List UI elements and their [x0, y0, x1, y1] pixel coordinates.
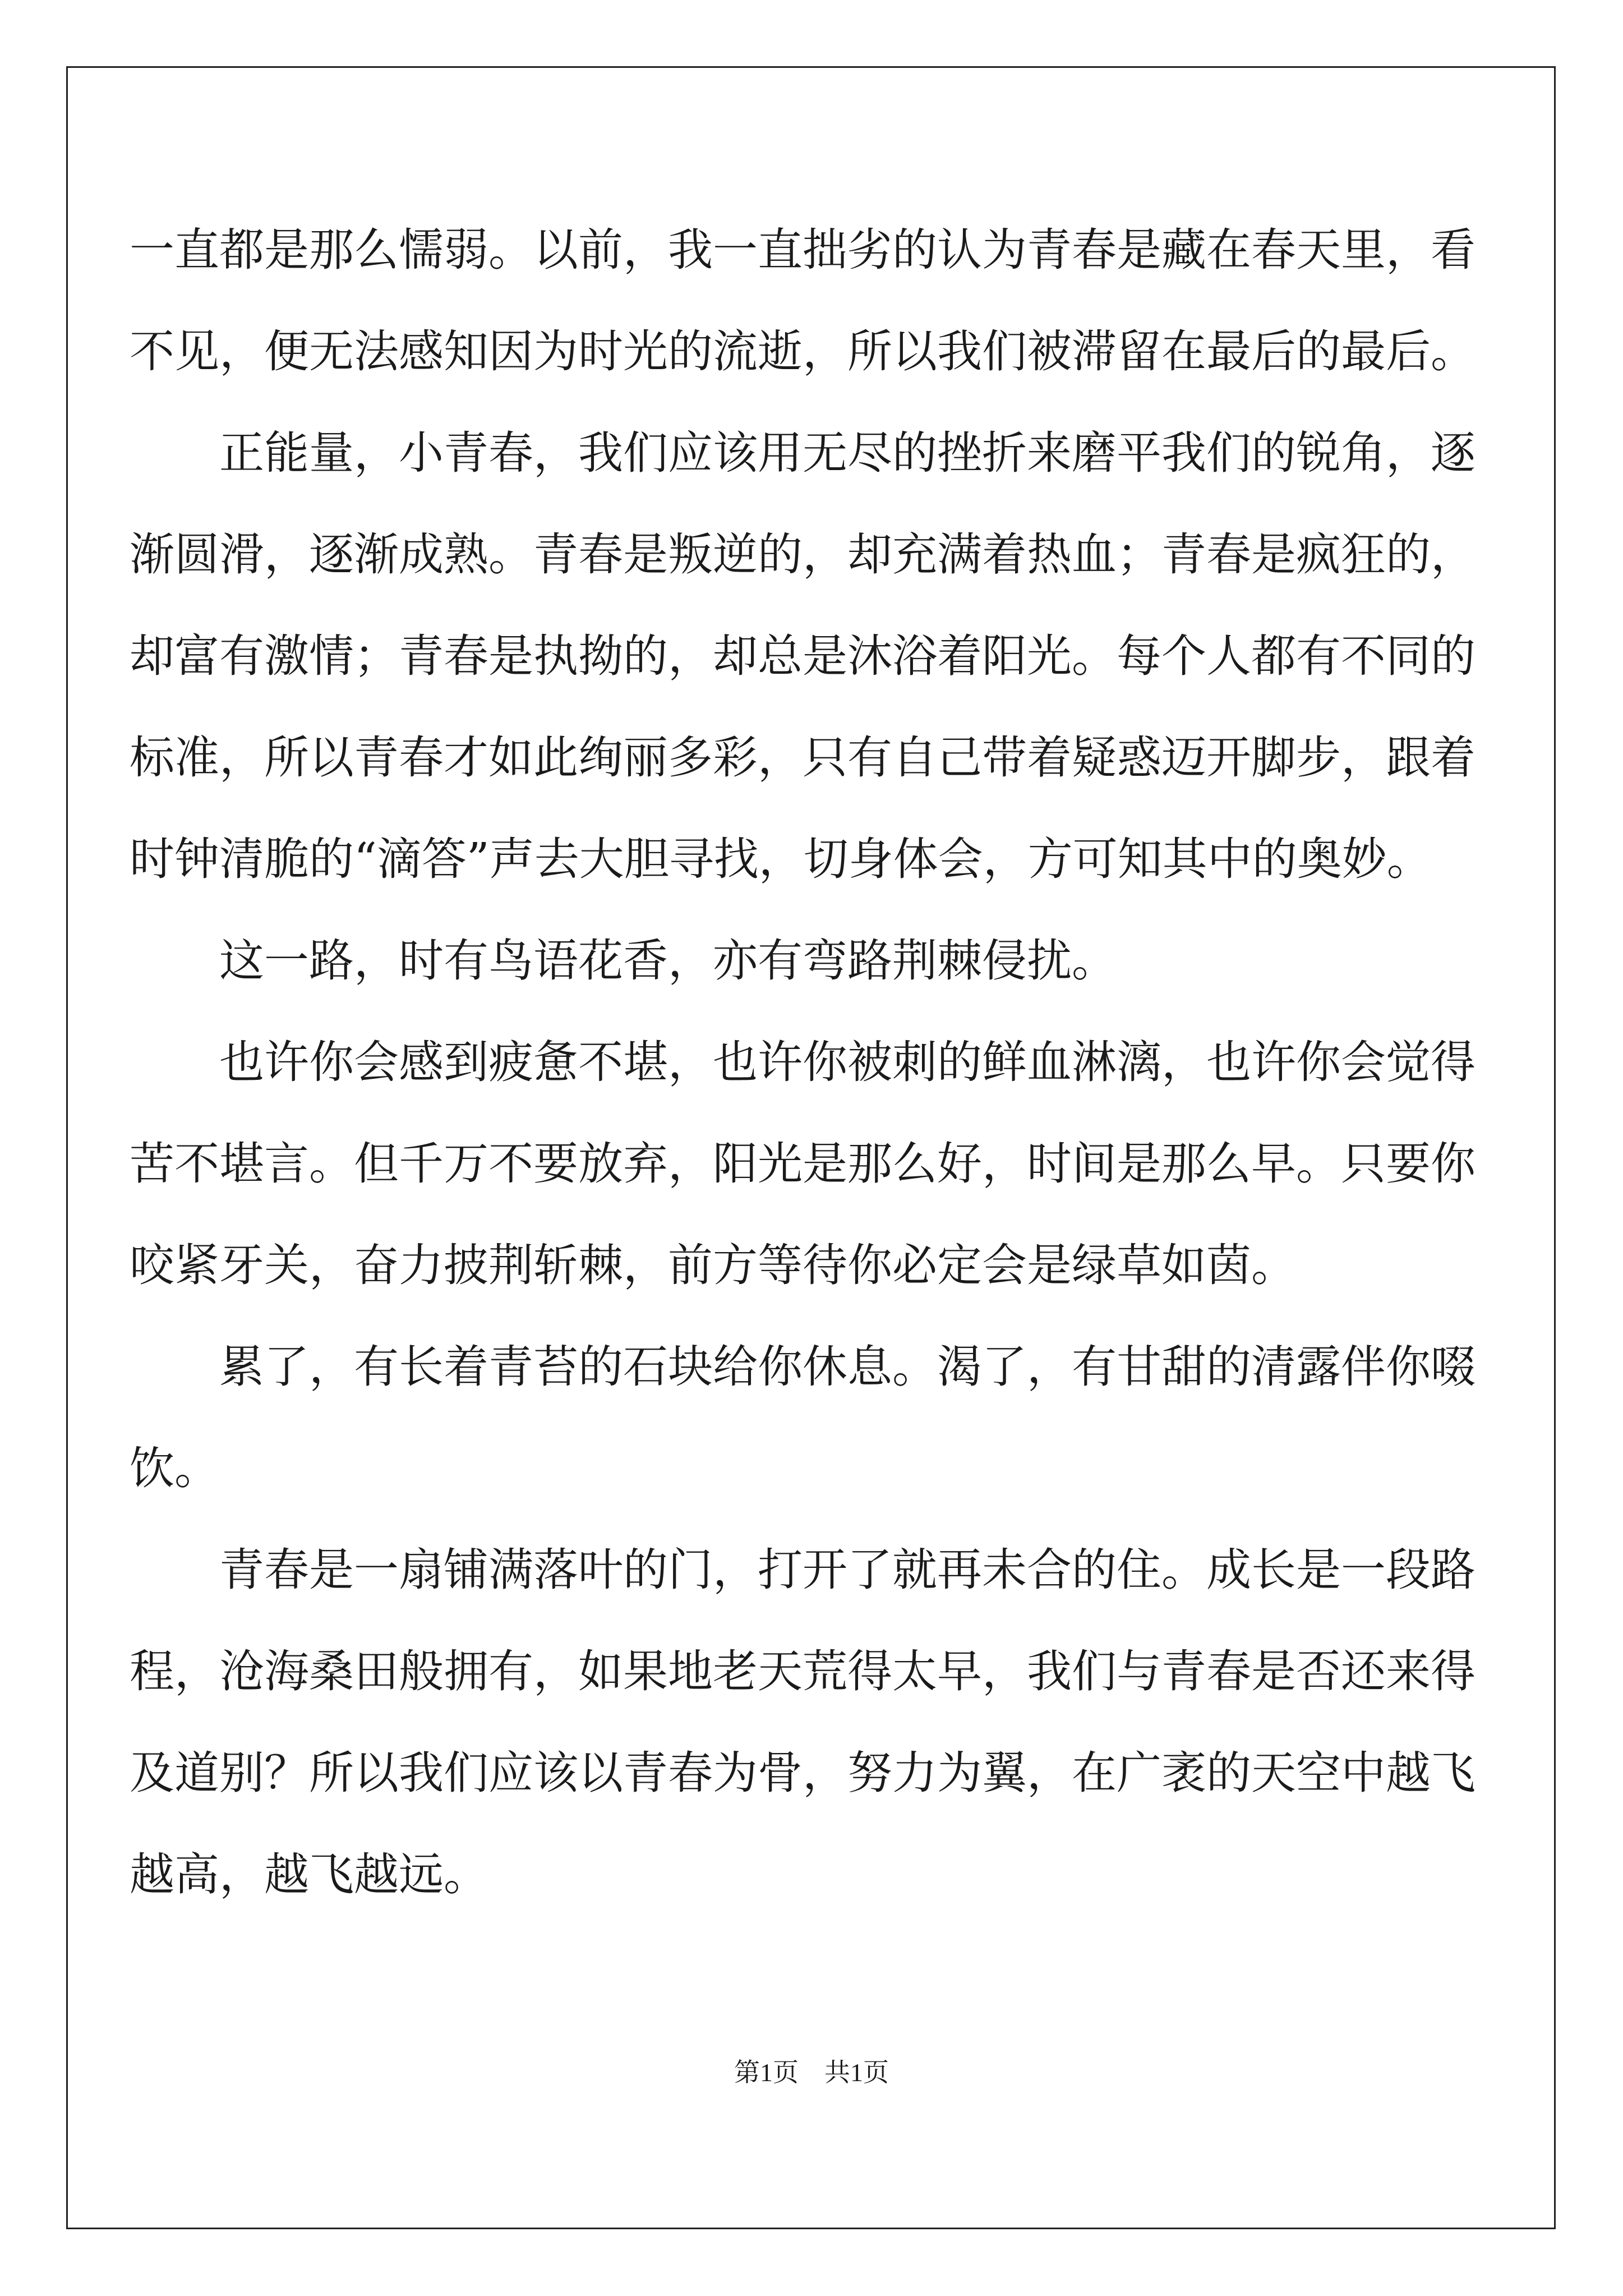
- paragraph: [130, 1011, 1486, 1316]
- paragraph: [130, 1316, 1486, 1519]
- text-line: 咬紧牙关，奋力披荆斩棘，前方等待你必定会是绿草如茵。: [130, 1239, 1296, 1291]
- text-line: 不见，便无法感知因为时光的流逝，所以我们被滞留在最后的最后。: [130, 325, 1476, 378]
- text-line: 时钟清脆的“滴答”声去大胆寻找，切身体会，方可知其中的奥妙。: [130, 833, 1432, 885]
- page-number: 第1页: [734, 2058, 799, 2087]
- text-line: 饮。: [130, 1442, 219, 1494]
- text-line: 却富有激情；青春是执拗的，却总是沐浴着阳光。每个人都有不同的: [130, 630, 1476, 682]
- text-line: 累了，有长着青苔的石块给你休息。渴了，有甘甜的清露伴你啜: [219, 1341, 1476, 1393]
- document-body: [130, 199, 1486, 1925]
- page-total: 共1页: [824, 2058, 889, 2087]
- text-line: 一直都是那么懦弱。以前，我一直拙劣的认为青春是藏在春天里，看: [130, 224, 1476, 276]
- text-line: 渐圆滑，逐渐成熟。青春是叛逆的，却充满着热血；青春是疯狂的，: [130, 528, 1476, 581]
- paragraph: [130, 1519, 1486, 1925]
- page-footer: [0, 2056, 1623, 2090]
- text-line: 这一路，时有鸟语花香，亦有弯路荆棘侵扰。: [219, 935, 1117, 987]
- text-line: 程，沧海桑田般拥有，如果地老天荒得太早，我们与青春是否还来得: [130, 1645, 1476, 1697]
- text-line: 及道别？所以我们应该以青春为骨，努力为翼，在广袤的天空中越飞: [130, 1747, 1476, 1799]
- text-line: 越高，越飞越远。: [130, 1848, 488, 1901]
- text-line: 标准，所以青春才如此绚丽多彩，只有自己带着疑惑迈开脚步，跟着: [130, 731, 1476, 784]
- paragraph: [130, 199, 1486, 402]
- paragraph: [130, 910, 1486, 1011]
- text-line: 青春是一扇铺满落叶的门，打开了就再未合的住。成长是一段路: [219, 1544, 1476, 1596]
- paragraph: [130, 402, 1486, 910]
- text-line: 正能量，小青春，我们应该用无尽的挫折来磨平我们的锐角，逐: [219, 427, 1476, 479]
- text-line: 苦不堪言。但千万不要放弃，阳光是那么好，时间是那么早。只要你: [130, 1138, 1476, 1190]
- text-line: 也许你会感到疲惫不堪，也许你被刺的鲜血淋漓，也许你会觉得: [219, 1036, 1476, 1088]
